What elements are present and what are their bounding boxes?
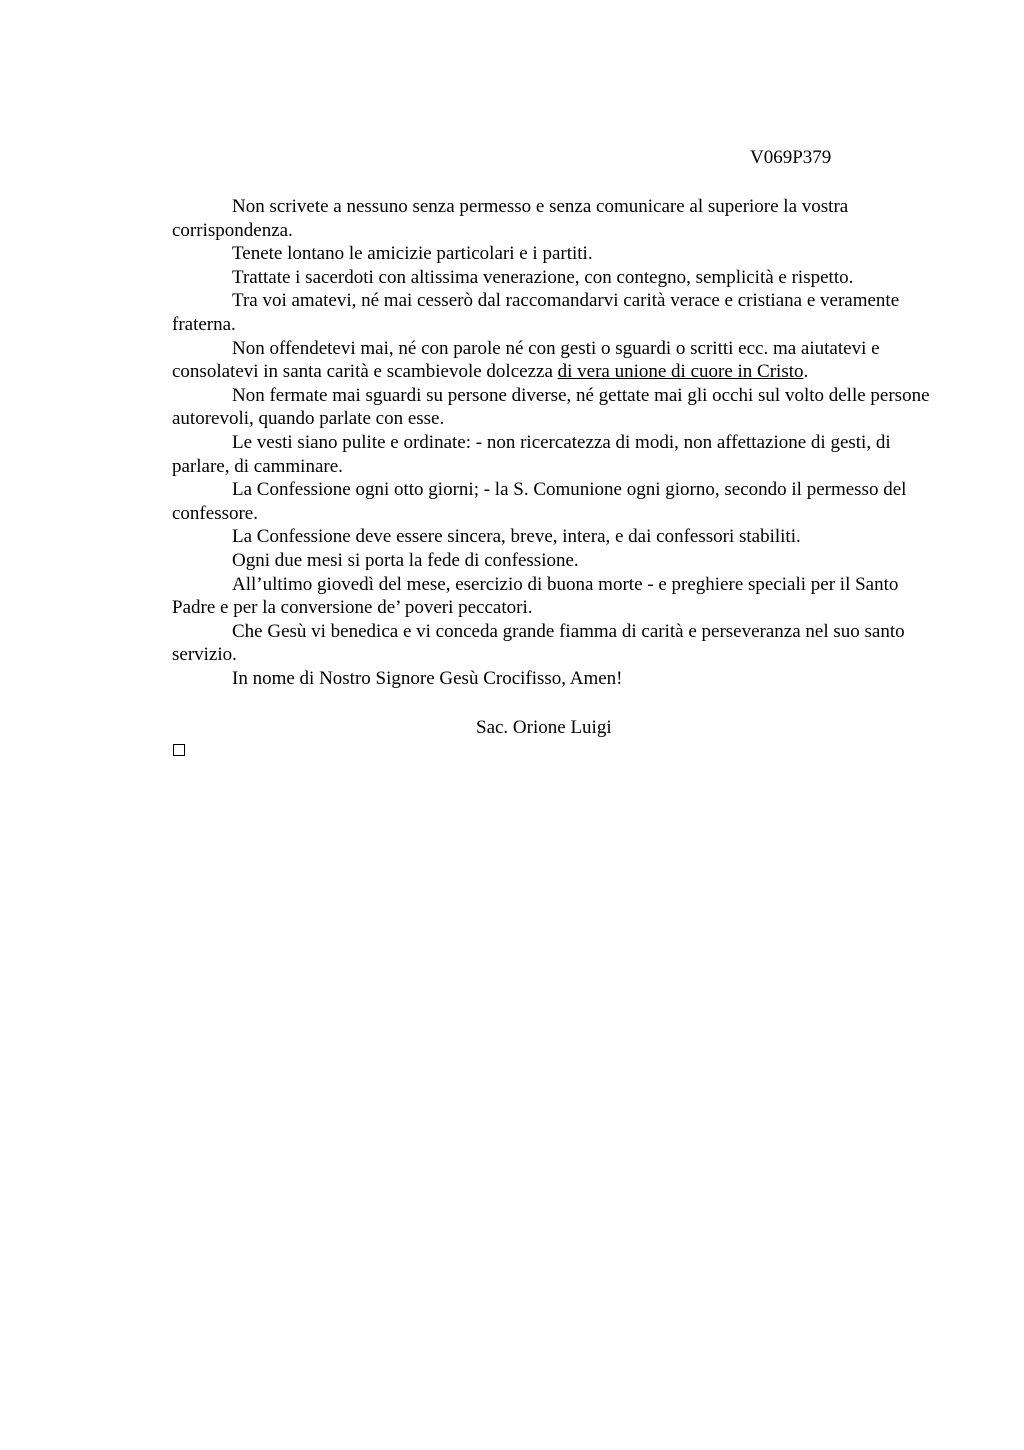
underlined-phrase: di vera unione di cuore in Cristo (557, 361, 804, 383)
paragraph-text: Non offendetevi mai, né con parole né con gesti o sguardi o scritti ecc. ma aiutatevi e consolatevi in santa carità e scambievole dolcezza (172, 337, 880, 383)
paragraph: Ogni due mesi si porta la fede di confessione. (232, 549, 579, 571)
paragraph: All’ultimo giovedì del mese, esercizio di buona morte - e preghiere speciali per il Santo Padre e per la conversione de’ poveri peccatori. (172, 573, 899, 619)
paragraph: Che Gesù vi benedica e vi conceda grande fiamma di carità e perseveranza nel suo santo servizio. (172, 620, 905, 666)
paragraph: Trattate i sacerdoti con altissima venerazione, con contegno, semplicità e rispetto. (232, 266, 854, 288)
signature: Sac. Orione Luigi (476, 717, 612, 738)
document-id: V069P379 (750, 147, 832, 168)
paragraph: La Confessione deve essere sincera, breve, intera, e dai confessori stabiliti. (232, 526, 801, 548)
paragraph: Non scrivete a nessuno senza permesso e senza comunicare al superiore la vostra corrispondenza. (172, 196, 849, 241)
paragraph: Tenete lontano le amicizie particolari e i partiti. (232, 243, 593, 265)
paragraph: La Confessione ogni otto giorni; - la S. Comunione ogni giorno, secondo il permesso del confessore. (172, 479, 907, 524)
paragraph: Tra voi amatevi, né mai cesserò dal raccomandarvi carità verace e cristiana e veramente fraterna. (172, 290, 900, 335)
paragraph-text: . (803, 361, 809, 383)
document-body (172, 195, 932, 690)
paragraph: Non fermate mai sguardi su persone diverse, né gettate mai gli occhi sul volto delle persone autorevoli, quando parlate con esse. (172, 384, 930, 430)
paragraph (172, 337, 932, 384)
paragraph: Le vesti siano pulite e ordinate: - non ricercatezza di modi, non affettazione di gesti, di parlare, di camminare. (172, 431, 891, 477)
paragraph: In nome di Nostro Signore Gesù Crocifisso, Amen! (232, 667, 623, 689)
end-marker-box-icon (173, 744, 185, 756)
